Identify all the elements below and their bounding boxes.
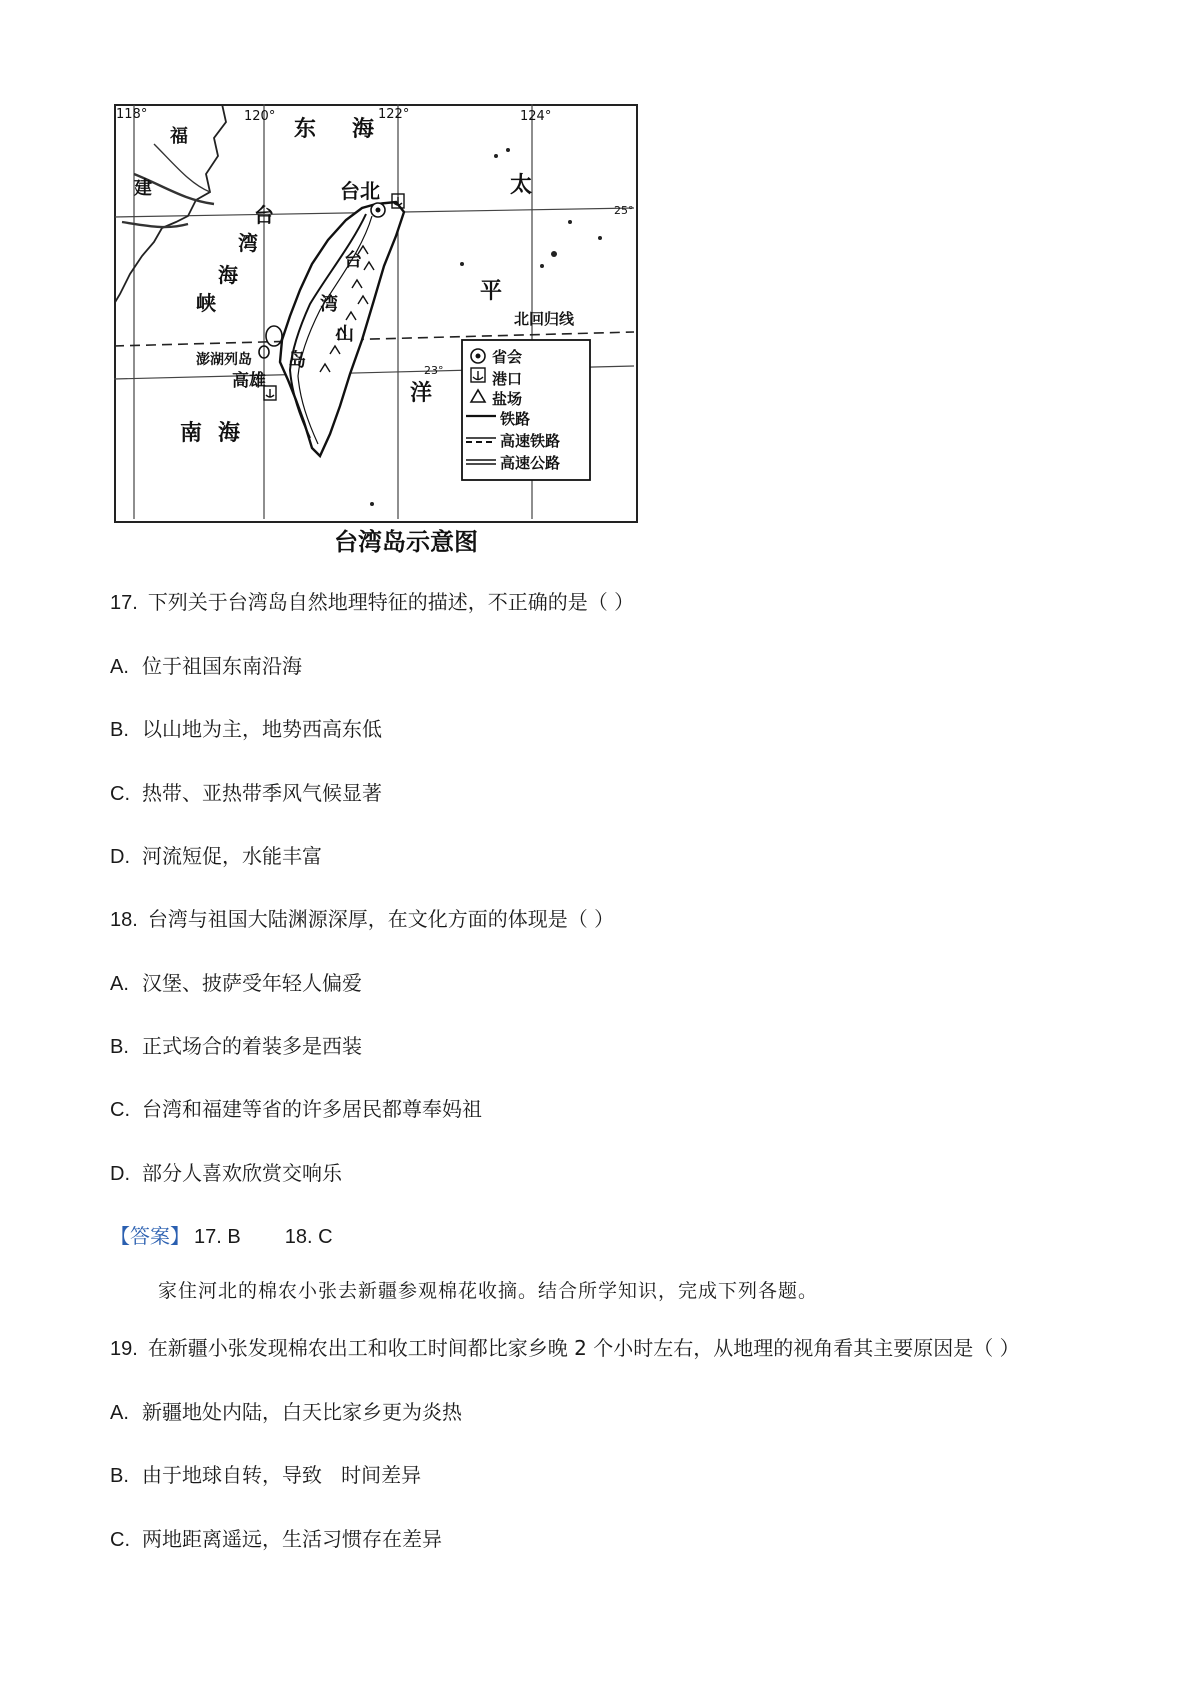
option-letter: B. — [110, 1036, 129, 1058]
legend-label-salt-field: 盐场 — [492, 390, 523, 408]
option-letter: A. — [110, 656, 129, 678]
question-19-number: 19. — [110, 1338, 138, 1360]
mainland-road-2 — [122, 222, 188, 227]
label-island-1: 岛 — [288, 350, 306, 371]
option-text: 汉堡、披萨受年轻人偏爱 — [142, 971, 362, 995]
label-mountain-3: 山 — [336, 324, 354, 345]
question-19-text: 在新疆小张发现棉农出工和收工时间都比家乡晚 2 个小时左右，从地理的视角看其主要原因是（ ） — [147, 1336, 1020, 1360]
taiwan-map-figure — [114, 104, 636, 556]
question-17-option-c — [110, 777, 382, 806]
lat-label-25: 25° — [614, 204, 634, 217]
option-text: 河流短促，水能丰富 — [142, 844, 322, 868]
label-penghu: 澎湖列岛 — [196, 352, 252, 368]
question-17-option-a — [110, 650, 302, 679]
label-east-sea-2: 海 — [352, 117, 375, 142]
option-letter: C. — [110, 783, 130, 805]
question-19 — [110, 1332, 1020, 1361]
legend-label-highway: 高速公路 — [500, 454, 561, 472]
legend-label-port: 港口 — [492, 370, 523, 388]
option-letter: B. — [110, 1465, 129, 1487]
label-strait-1: 台 — [254, 203, 274, 227]
option-letter: C. — [110, 1529, 130, 1551]
question-18-option-c — [110, 1093, 482, 1122]
option-letter: A. — [110, 973, 129, 995]
label-pacific-1: 太 — [510, 173, 533, 198]
lon-label-124: 124° — [520, 109, 552, 124]
label-fujian-2: 建 — [134, 178, 152, 199]
option-letter: D. — [110, 846, 130, 868]
question-17-number: 17. — [110, 592, 138, 614]
answer-item-18: 18. C — [284, 1226, 333, 1248]
question-19-option-b — [110, 1459, 421, 1488]
option-text: 两地距离遥远，生活习惯存在差异 — [142, 1527, 442, 1551]
question-18-option-a — [110, 967, 362, 996]
label-taibei: 台北 — [340, 179, 380, 203]
label-strait-4: 峡 — [196, 291, 216, 315]
tropic-label: 北回归线 — [514, 310, 575, 328]
option-text: 热带、亚热带季风气候显著 — [142, 781, 382, 805]
option-text: 位于祖国东南沿海 — [142, 654, 302, 678]
lon-label-120: 120° — [244, 109, 276, 124]
legend-label-capital: 省会 — [492, 348, 523, 366]
option-letter: A. — [110, 1402, 129, 1424]
lon-label-118: 118° — [116, 107, 148, 122]
label-gaoxiong: 高雄 — [232, 371, 266, 391]
label-strait-3: 海 — [218, 263, 238, 287]
label-pacific-2: 平 — [480, 279, 503, 304]
answer-item-17: 17. B — [194, 1226, 241, 1248]
question-17-option-b — [110, 713, 382, 742]
taipei-capital-icon — [371, 203, 385, 217]
lon-label-122: 122° — [378, 107, 410, 122]
label-strait-2: 湾 — [238, 231, 258, 255]
label-mountain-2: 湾 — [320, 294, 338, 315]
question-19-option-a — [110, 1396, 462, 1425]
reading-passage: 家住河北的棉农小张去新疆参观棉花收摘。结合所学知识，完成下列各题。 — [158, 1280, 819, 1302]
question-18-option-b — [110, 1030, 362, 1059]
label-south-sea-2: 海 — [218, 421, 241, 446]
legend-label-railway: 铁路 — [500, 410, 531, 428]
option-text: 由于地球自转，导致 时间差异 — [142, 1463, 422, 1487]
question-17 — [110, 586, 634, 615]
option-text: 以山地为主，地势西高东低 — [142, 717, 382, 741]
mainland-river — [154, 144, 210, 192]
question-17-text: 下列关于台湾岛自然地理特征的描述，不正确的是（ ） — [147, 590, 635, 614]
map-title: 台湾岛示意图 — [334, 527, 478, 556]
option-letter: D. — [110, 1163, 130, 1185]
option-text: 正式场合的着装多是西装 — [142, 1034, 362, 1058]
question-18-option-d — [110, 1157, 342, 1186]
label-mountain-1: 台 — [344, 250, 362, 271]
label-east-sea-1: 东 — [294, 117, 317, 142]
question-18 — [110, 903, 614, 932]
label-south-sea-1: 南 — [180, 421, 203, 446]
question-18-number: 18. — [110, 909, 138, 931]
label-fujian-1: 福 — [170, 126, 188, 147]
question-17-option-d — [110, 840, 322, 869]
option-text: 新疆地处内陆，白天比家乡更为炎热 — [142, 1400, 462, 1424]
map-drawing — [114, 104, 638, 523]
option-letter: B. — [110, 719, 129, 741]
answer-line — [110, 1220, 333, 1249]
question-19-option-c — [110, 1523, 442, 1552]
option-text: 部分人喜欢欣赏交响乐 — [142, 1161, 342, 1185]
option-text: 台湾和福建等省的许多居民都尊奉妈祖 — [142, 1097, 482, 1121]
map-legend — [462, 340, 590, 480]
question-18-text: 台湾与祖国大陆渊源深厚，在文化方面的体现是（ ） — [147, 907, 615, 931]
option-letter: C. — [110, 1099, 130, 1121]
lat-label-23: 23° — [424, 364, 444, 377]
legend-label-high-speed-rail: 高速铁路 — [500, 432, 561, 450]
label-pacific-3: 洋 — [410, 381, 433, 406]
answer-tag: 【答案】 — [110, 1224, 190, 1248]
